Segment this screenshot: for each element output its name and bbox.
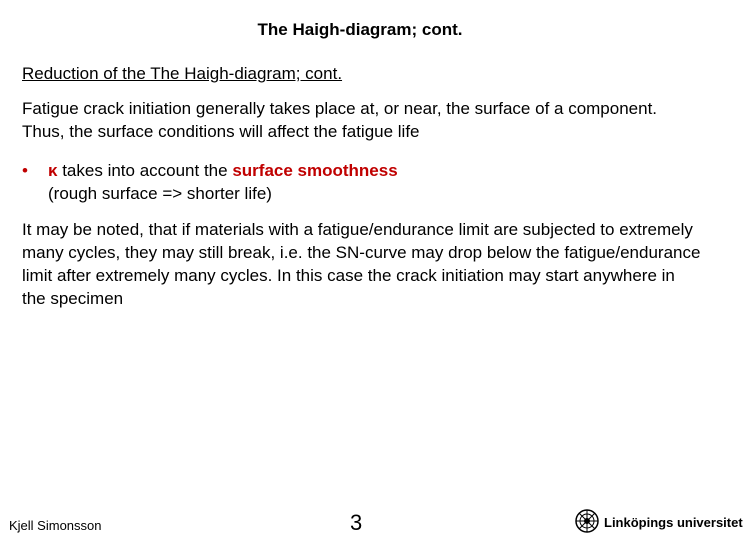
slide-title: The Haigh-diagram; cont.	[257, 20, 463, 39]
bullet-body	[48, 159, 698, 205]
kappa-symbol: κ	[48, 161, 58, 180]
university-logo	[574, 508, 743, 538]
paragraph-surface: Fatigue crack initiation generally takes place at, or near, the surface of a component. Thus, the surface conditions will affect the fatigue life	[22, 99, 658, 141]
bullet-text: takes into account the	[57, 161, 233, 180]
university-seal-icon	[574, 508, 600, 534]
section-subtitle: Reduction of the The Haigh-diagram; cont.	[22, 64, 343, 83]
surface-smoothness-emphasis: surface smoothness	[232, 161, 398, 180]
bullet-marker: •	[22, 161, 28, 180]
paragraph-endurance: It may be noted, that if materials with a fatigue/endurance limit are subjected to extremely many cycles, they may still break, i.e. the SN-curve may drop below the fatigue/endurance limit after extremely many cycles. In this case the crack initiation may start anywhere in the specimen	[22, 220, 701, 308]
logo-text: Linköpings universitet	[604, 515, 743, 530]
bullet-line2: (rough surface => shorter life)	[48, 184, 272, 203]
page-number: 3	[350, 510, 363, 535]
footer-author: Kjell Simonsson	[9, 518, 102, 533]
